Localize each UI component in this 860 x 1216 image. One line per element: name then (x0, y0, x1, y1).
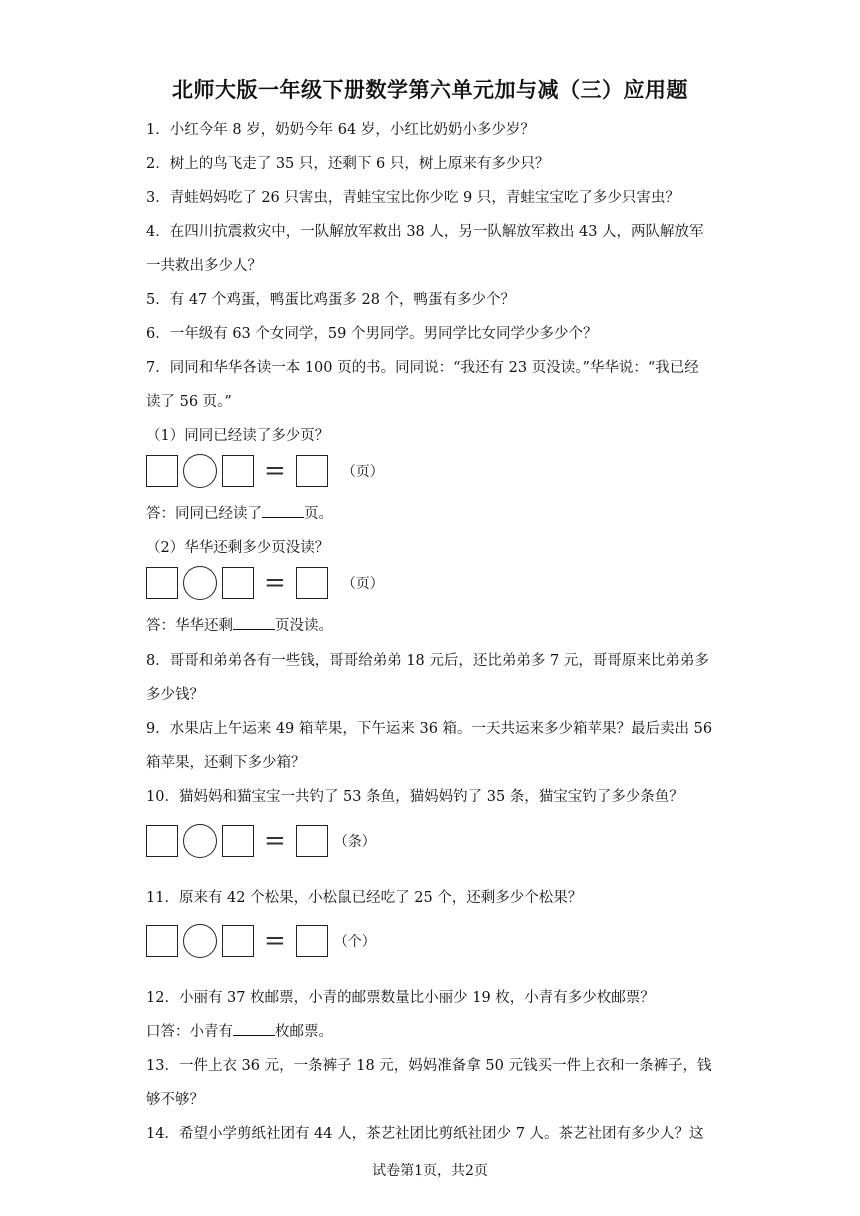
equals-sign: = (264, 826, 286, 856)
unit-label: （页） (341, 464, 384, 480)
answer-blank[interactable] (233, 615, 275, 630)
question-7-part1: （1）同同已经读了多少页？ (146, 428, 330, 444)
operator-circle[interactable] (183, 566, 217, 600)
equation-template-3 (146, 823, 376, 859)
answer-suffix: 枚邮票。 (275, 1024, 333, 1040)
result-box[interactable] (296, 455, 328, 487)
question-7-part2: （2）华华还剩多少页没读？ (146, 540, 330, 556)
question-14: 14．希望小学剪纸社团有 44 人，茶艺社团比剪纸社团少 7 人。茶艺社团有多少人？这 (146, 1126, 704, 1142)
question-8-cont: 多少钱？ (146, 687, 204, 703)
question-13-cont: 够不够？ (146, 1092, 204, 1108)
operator-circle[interactable] (183, 924, 217, 958)
answer-line-1 (146, 502, 333, 523)
answer-box[interactable] (222, 825, 254, 857)
page-title: 北师大版一年级下册数学第六单元加与减（三）应用题 (172, 77, 688, 102)
question-4: 4．在四川抗震救灾中，一队解放军救出 38 人，另一队解放军救出 43 人，两队解放军 (146, 224, 704, 240)
answer-box[interactable] (222, 567, 254, 599)
equals-sign: = (264, 568, 286, 598)
question-8: 8．哥哥和弟弟各有一些钱，哥哥给弟弟 18 元后，还比弟弟多 7 元，哥哥原来比弟弟多 (146, 653, 709, 669)
equation-template-2 (146, 565, 384, 601)
question-5: 5．有 47 个鸡蛋，鸭蛋比鸡蛋多 28 个，鸭蛋有多少个？ (146, 292, 516, 308)
answer-prefix: 答：华华还剩 (146, 618, 233, 634)
question-4-cont: 一共救出多少人？ (146, 258, 262, 274)
question-13: 13．一件上衣 36 元，一条裤子 18 元，妈妈准备拿 50 元钱买一件上衣和一条裤子，钱 (146, 1058, 712, 1074)
question-11: 11．原来有 42 个松果，小松鼠已经吃了 25 个，还剩多少个松果？ (146, 890, 583, 906)
operator-circle[interactable] (183, 454, 217, 488)
question-3: 3．青蛙妈妈吃了 26 只害虫，青蛙宝宝比你少吃 9 只，青蛙宝宝吃了多少只害虫？ (146, 190, 680, 206)
equals-sign: = (264, 926, 286, 956)
question-7: 7．同同和华华各读一本 100 页的书。同同说：“我还有 23 页没读。”华华说：“我已经 (146, 360, 699, 376)
answer-box[interactable] (146, 567, 178, 599)
answer-box[interactable] (146, 825, 178, 857)
question-6: 6．一年级有 63 个女同学，59 个男同学。男同学比女同学少多少个？ (146, 326, 598, 342)
result-box[interactable] (296, 567, 328, 599)
answer-box[interactable] (222, 455, 254, 487)
unit-label: （条） (333, 834, 376, 850)
answer-suffix: 页。 (304, 506, 333, 522)
answer-line-3 (146, 1020, 333, 1041)
result-box[interactable] (296, 925, 328, 957)
equation-template-1 (146, 453, 384, 489)
answer-box[interactable] (222, 925, 254, 957)
question-2: 2．树上的鸟飞走了 35 只，还剩下 6 只，树上原来有多少只？ (146, 156, 550, 172)
unit-label: （个） (333, 934, 376, 950)
answer-suffix: 页没读。 (275, 618, 333, 634)
operator-circle[interactable] (183, 824, 217, 858)
answer-blank[interactable] (233, 1021, 275, 1036)
answer-box[interactable] (146, 925, 178, 957)
question-1: 1．小红今年 8 岁，奶奶今年 64 岁，小红比奶奶小多少岁？ (146, 122, 535, 138)
result-box[interactable] (296, 825, 328, 857)
question-10: 10．猫妈妈和猫宝宝一共钓了 53 条鱼，猫妈妈钓了 35 条，猫宝宝钓了多少条鱼？ (146, 789, 684, 805)
question-12: 12．小丽有 37 枚邮票，小青的邮票数量比小丽少 19 枚，小青有多少枚邮票？ (146, 990, 655, 1006)
answer-box[interactable] (146, 455, 178, 487)
equals-sign: = (264, 456, 286, 486)
question-9-cont: 箱苹果，还剩下多少箱？ (146, 755, 306, 771)
page-footer: 试卷第1页，共2页 (372, 1163, 488, 1179)
unit-label: （页） (341, 576, 384, 592)
question-9: 9．水果店上午运来 49 箱苹果，下午运来 36 箱。一天共运来多少箱苹果？最后卖出 56 (146, 721, 713, 737)
answer-prefix: 答：同同已经读了 (146, 506, 262, 522)
answer-prefix: 口答：小青有 (146, 1024, 233, 1040)
equation-template-4 (146, 923, 376, 959)
answer-line-2 (146, 614, 333, 635)
question-7-cont: 读了 56 页。” (146, 394, 232, 410)
answer-blank[interactable] (262, 503, 304, 518)
